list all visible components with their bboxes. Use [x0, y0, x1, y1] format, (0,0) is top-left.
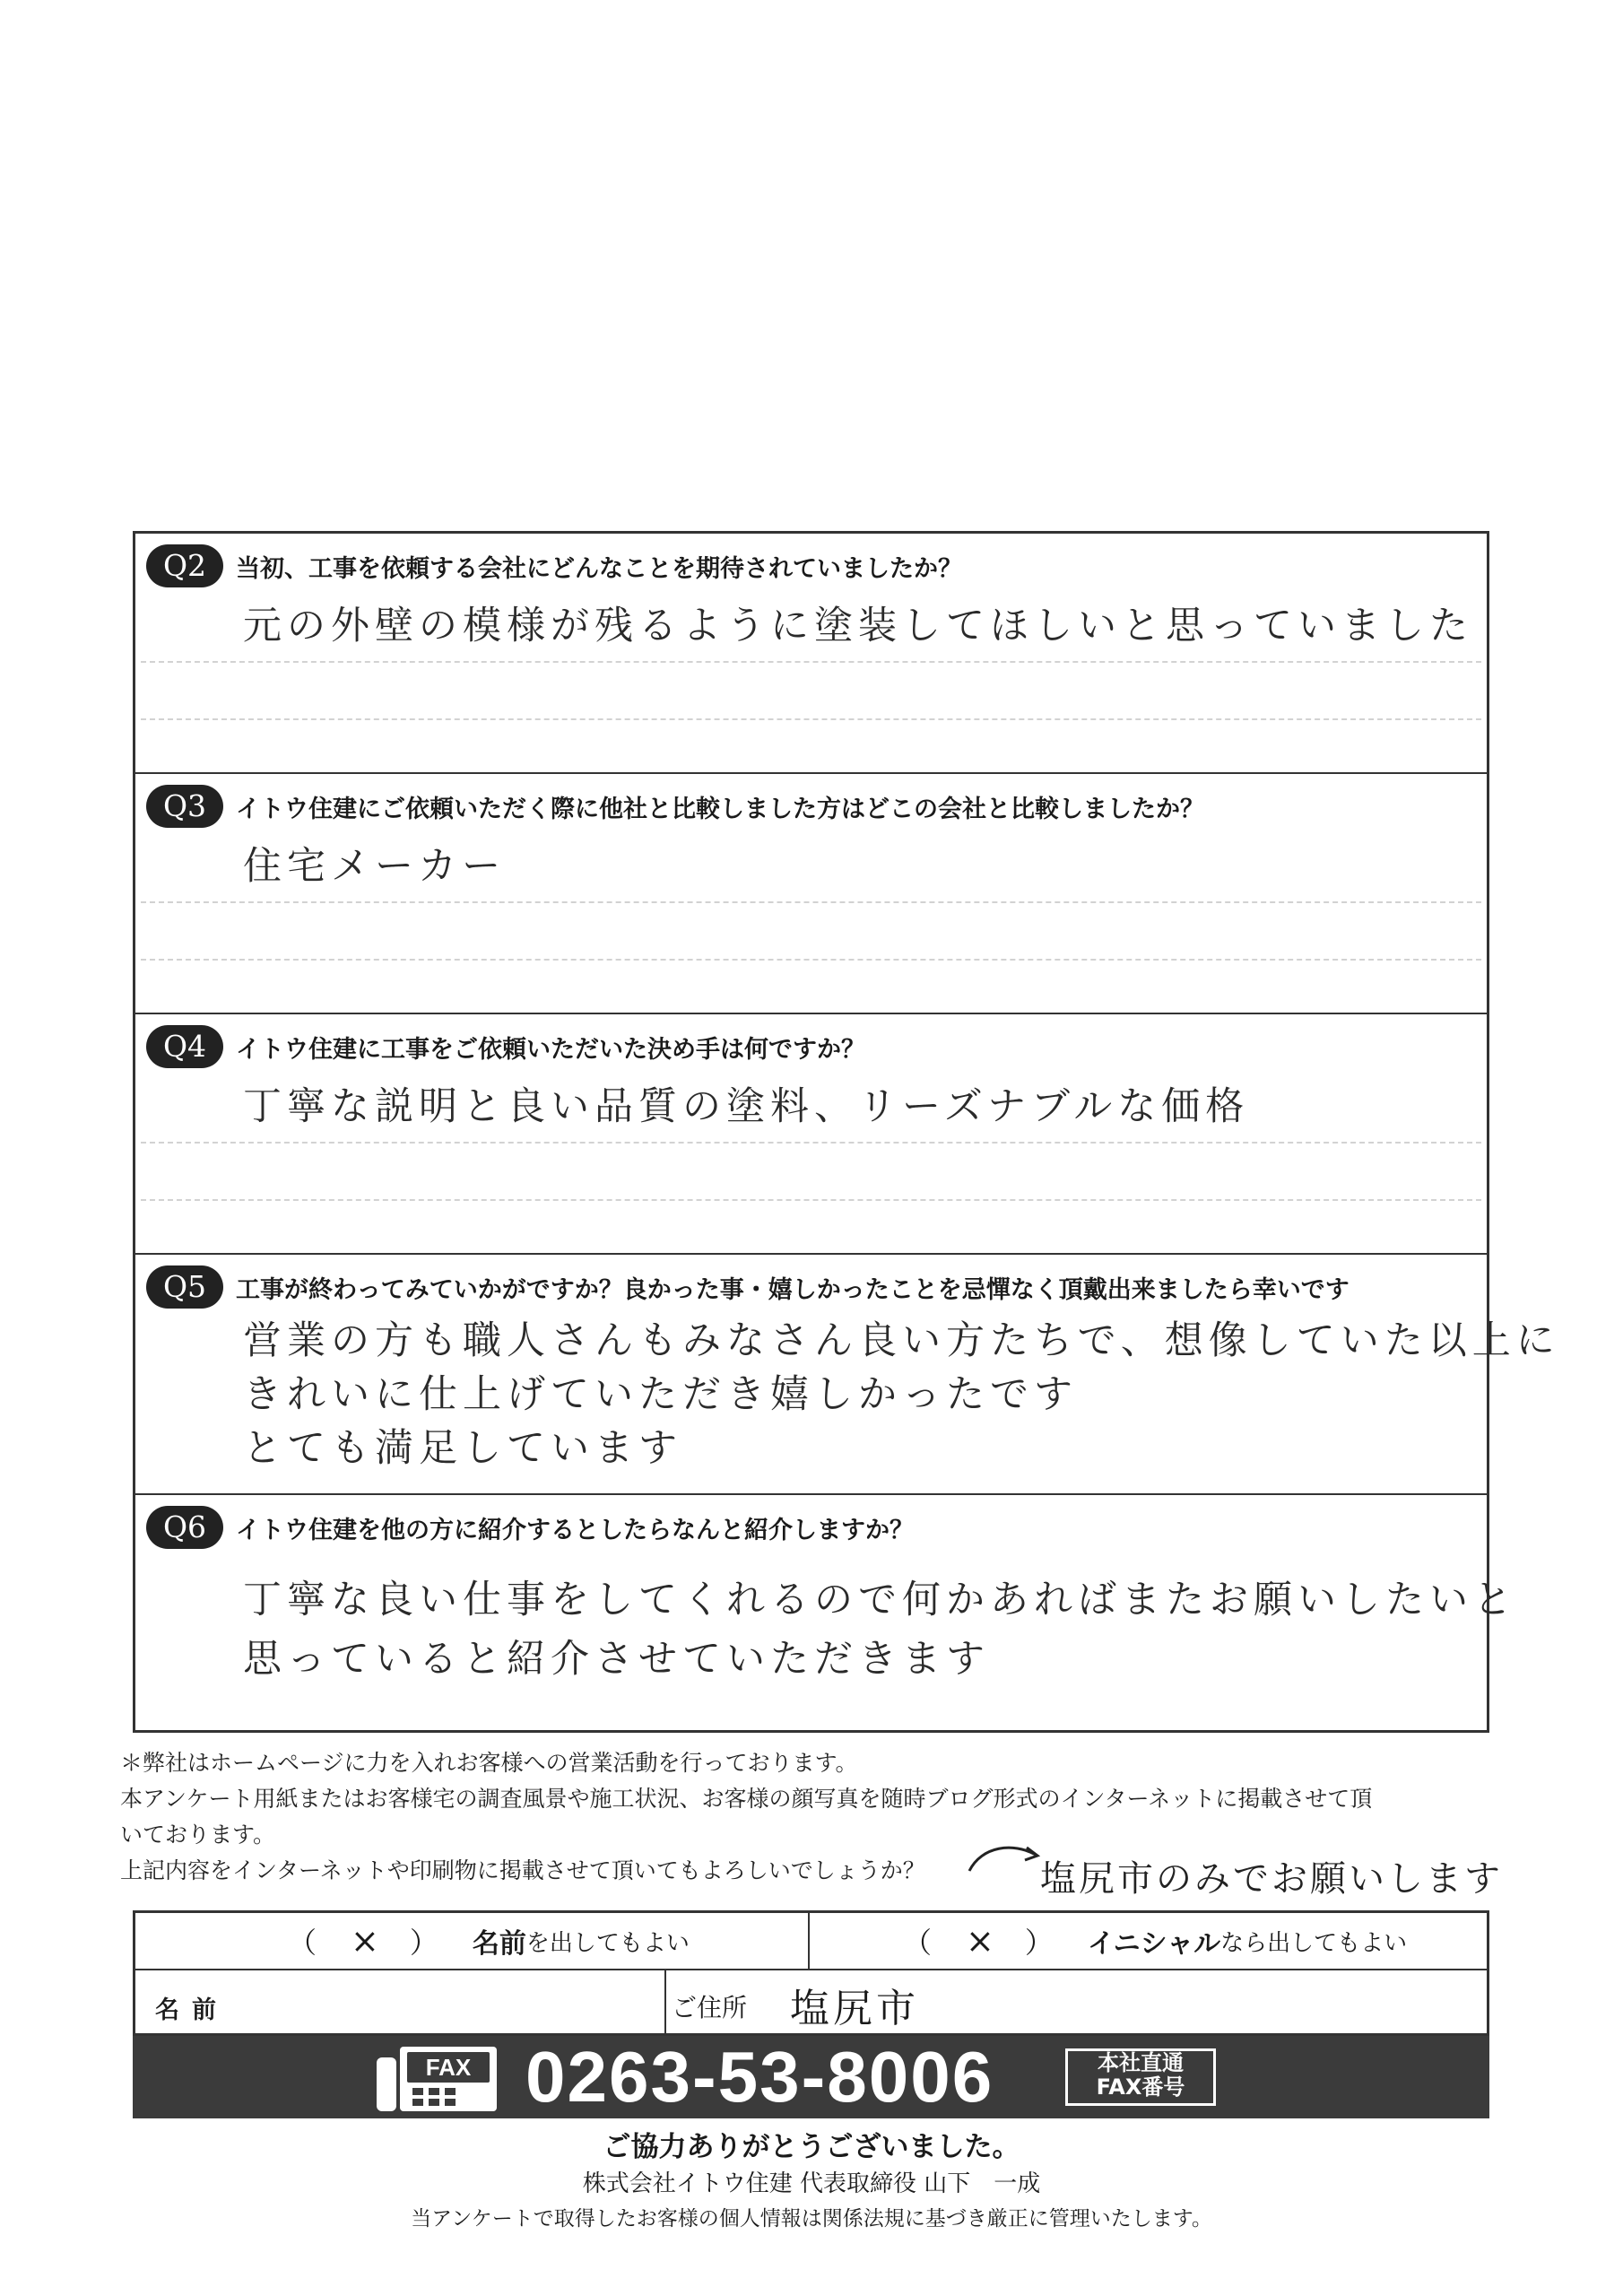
survey-table [133, 531, 1560, 1733]
answer-line: 営業の方も職人さんもみなさん良い方たちで、想像していた以上に [243, 1318, 1560, 1363]
question-block-q5 [135, 1255, 1560, 1495]
question-text: 当初、工事を依頼する会社にどんなことを期待されていましたか？ [236, 554, 962, 583]
address-value: 塩尻市 [790, 1986, 919, 2031]
notice-line: いております。 [120, 1822, 276, 1848]
option-keyword: 名前 [472, 1928, 526, 1960]
paren-open: （ [903, 1926, 936, 1960]
answer-line: 丁寧な良い仕事をしてくれるので何かあればまたお願いしたいと [243, 1578, 1517, 1622]
fax-machine-icon [377, 2045, 502, 2113]
consent-option-initial [903, 1913, 1407, 1969]
paren-close: ） [409, 1926, 442, 1960]
consent-option-name [288, 1913, 690, 1969]
handwritten-answer [243, 1079, 1406, 1135]
question-block-q6 [135, 1495, 1517, 1730]
question-text: イトウ住建にご依頼いただく際に他社と比較しました方はどこの会社と比較しましたか？ [236, 795, 1204, 823]
fax-badge-line: FAX番号 [1096, 2074, 1185, 2100]
option-text: なら出してもよい [1220, 1929, 1408, 1957]
notice-line: ＊弊社はホームページに力を入れお客様への営業活動を行っております。 [120, 1750, 858, 1776]
question-header [146, 1506, 914, 1549]
arrow-icon [964, 1840, 1045, 1876]
fax-badge-line: 本社直通 [1098, 2050, 1184, 2075]
fax-direct-badge [1065, 2048, 1216, 2106]
answer-line: 丁寧な説明と良い品質の塗料、リーズナブルな価格 [243, 1084, 1250, 1129]
option-keyword: イニシャル [1087, 1928, 1221, 1960]
question-text: イトウ住建を他の方に紹介するとしたらなんと紹介しますか？ [236, 1516, 914, 1544]
handwritten-mark: × [351, 1921, 379, 1961]
answer-line: とても満足しています [243, 1426, 682, 1471]
address-label: ご住所 [672, 1993, 748, 2022]
notice-line: 本アンケート用紙またはお客様宅の調査風景や施工状況、お客様の顔写真を随時ブログ形式のインターネットに掲載させて頂 [120, 1786, 1373, 1812]
handwritten-mark: × [966, 1921, 994, 1961]
question-badge: Q4 [146, 1025, 223, 1068]
question-text: 工事が終わってみていかがですか？良かった事・嬉しかったことを忌憚なく頂戴出来ましたら幸いです [236, 1275, 1350, 1304]
answer-line: 思っていると紹介させていただきます [243, 1637, 990, 1682]
paren-close: ） [1024, 1926, 1057, 1960]
privacy-note: 当アンケートで取得したお客様の個人情報は関係法規に基づき厳正に管理いたします。 [411, 2207, 1212, 2231]
name-label: 名前 [155, 1996, 229, 2024]
company-signature: 株式会社イトウ住建 代表取締役 山下 一成 [582, 2170, 1041, 2197]
question-header [146, 544, 962, 587]
handwritten-answer [243, 1570, 1517, 1689]
fax-banner [133, 2036, 1489, 2118]
handwritten-answer [243, 839, 1406, 894]
question-block-q2 [135, 534, 1487, 774]
question-text: イトウ住建に工事をご依頼いただいた決め手は何ですか？ [236, 1035, 865, 1064]
question-badge: Q6 [146, 1506, 223, 1549]
consent-table [133, 1910, 1489, 2036]
handwritten-reply: 塩尻市のみでお願いします [1040, 1858, 1503, 1900]
handwritten-answer [243, 1314, 1560, 1475]
answer-line: きれいに仕上げていただき嬉しかったです [243, 1372, 1078, 1417]
fax-icon-label: FAX [425, 2054, 472, 2081]
question-badge: Q5 [146, 1265, 223, 1309]
question-block-q4 [135, 1014, 1487, 1255]
option-text: を出してもよい [525, 1929, 690, 1957]
question-header [146, 1025, 865, 1068]
question-header [146, 785, 1204, 828]
question-header [146, 1265, 1350, 1309]
answer-line: 元の外壁の模様が残るように塗装してほしいと思っていました [243, 604, 1473, 648]
answer-line: 住宅メーカー [243, 844, 507, 889]
question-block-q3 [135, 774, 1487, 1014]
handwritten-answer [243, 598, 1473, 654]
paren-open: （ [288, 1926, 321, 1960]
question-badge: Q3 [146, 785, 223, 828]
thanks-message: ご協力ありがとうございました。 [603, 2131, 1020, 2163]
question-badge: Q2 [146, 544, 223, 587]
fax-number: 0263-53-8006 [525, 2037, 994, 2117]
notice-line: 上記内容をインターネットや印刷物に掲載させて頂いてもよろしいでしょうか？ [120, 1857, 925, 1883]
